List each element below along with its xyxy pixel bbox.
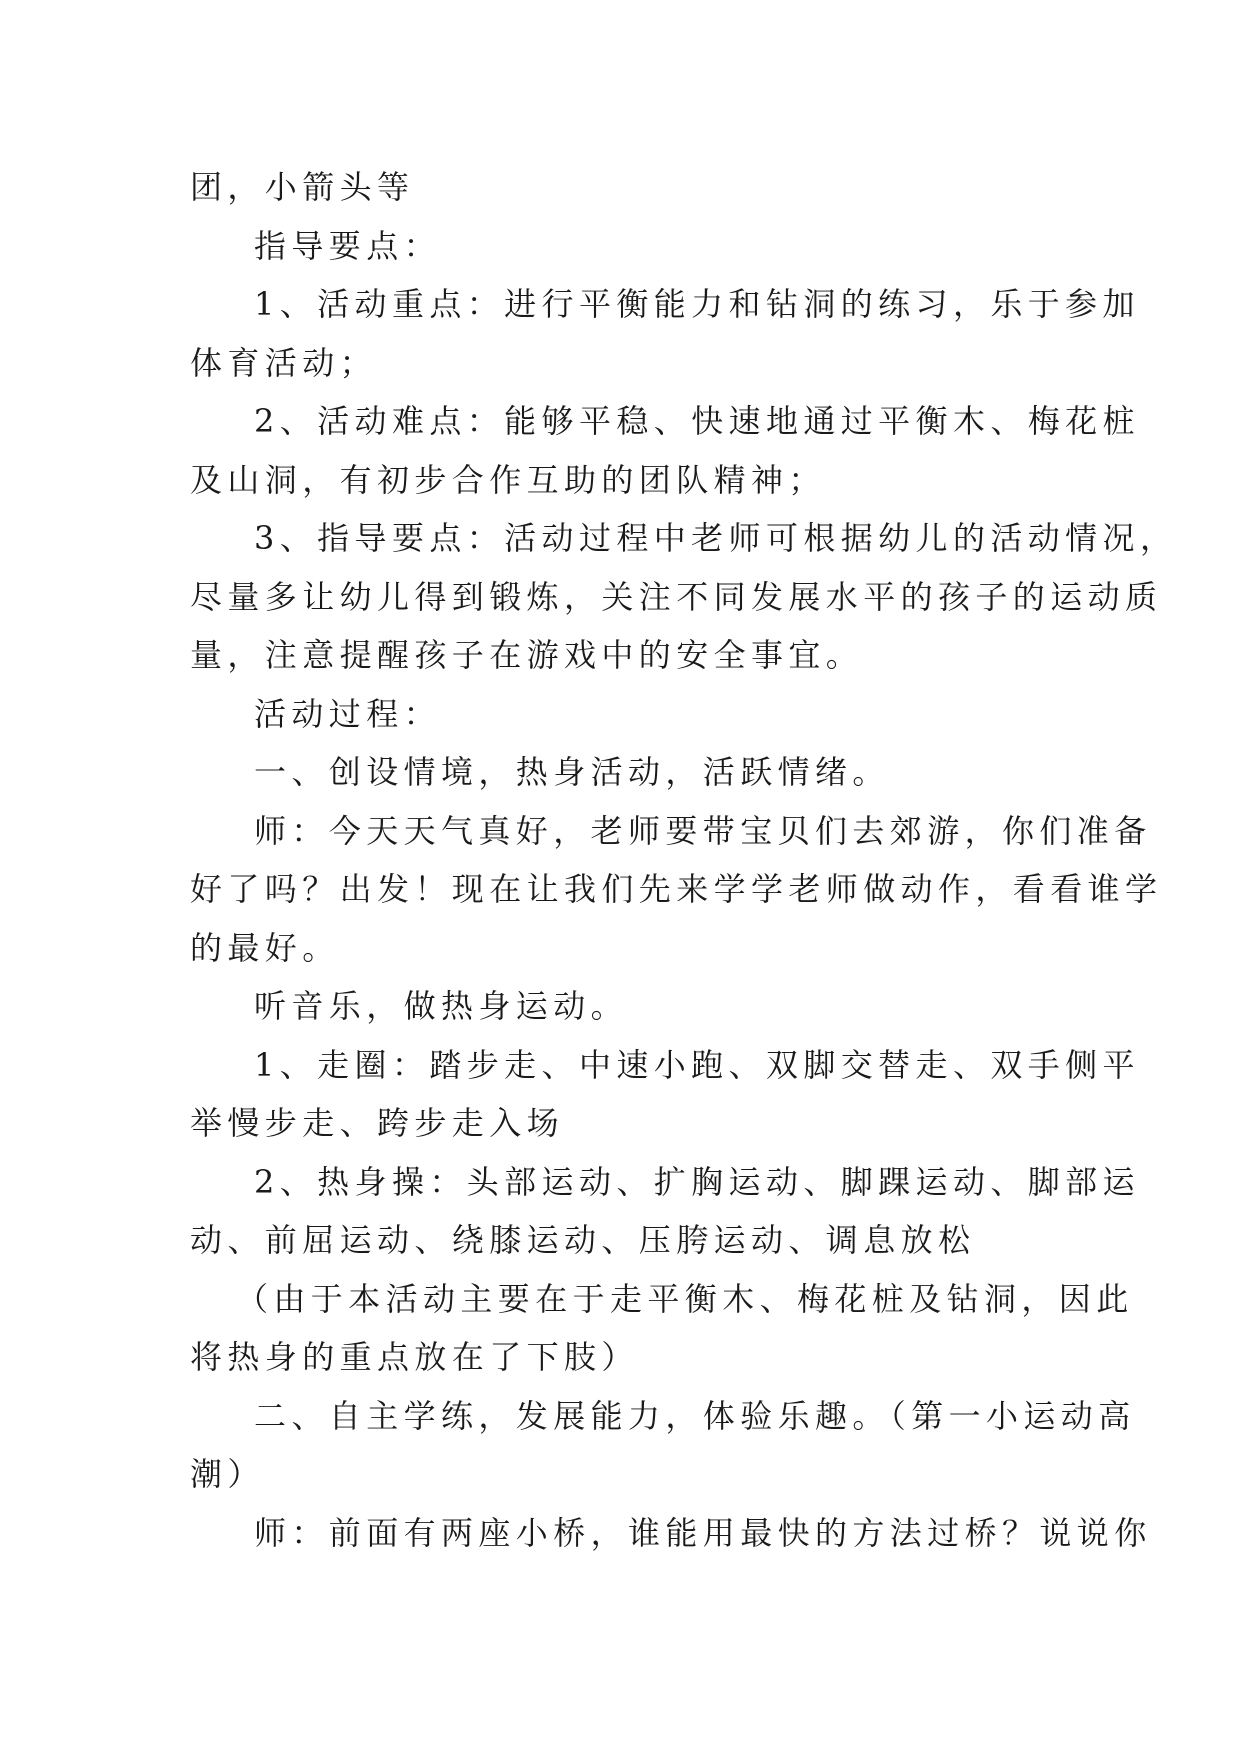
text-line: 1、走圈：踏步走、中速小跑、双脚交替走、双手侧平	[254, 1045, 1140, 1084]
text-line: 师：前面有两座小桥，谁能用最快的方法过桥？说说你	[254, 1513, 1152, 1552]
text-line: 听音乐，做热身运动。	[254, 987, 629, 1025]
text-line: （由于本活动主要在于走平衡木、梅花桩及钻洞，因此	[236, 1279, 1134, 1318]
text-line: 将热身的重点放在了下肢）	[190, 1338, 639, 1376]
text-line: 好了吗？出发！现在让我们先来学学老师做动作，看看谁学	[190, 870, 1163, 908]
text-line: 一、创设情境，热身活动，活跃情绪。	[254, 753, 890, 791]
text-line: 指导要点：	[254, 226, 442, 265]
text-line: 师：今天天气真好，老师要带宝贝们去郊游，你们准备	[254, 811, 1152, 850]
text-line: 尽量多让幼儿得到锻炼，关注不同发展水平的孩子的运动质	[190, 577, 1163, 616]
document-body	[190, 158, 1178, 1562]
text-line: 举慢步走、跨步走入场	[190, 1104, 565, 1142]
text-line: 的最好。	[190, 928, 340, 967]
text-line: 3、指导要点：活动过程中老师可根据幼儿的活动情况，	[254, 519, 1178, 557]
text-line: 动、前屈运动、绕膝运动、压胯运动、调息放松	[190, 1221, 976, 1259]
text-line: 及山洞，有初步合作互助的团队精神；	[190, 460, 826, 499]
text-line: 量，注意提醒孩子在游戏中的安全事宜。	[190, 636, 864, 674]
text-line: 团，小箭头等	[190, 168, 415, 206]
text-line: 二、自主学练，发展能力，体验乐趣。（第一小运动高	[254, 1396, 1136, 1435]
text-line: 体育活动；	[190, 343, 378, 382]
text-line: 2、活动难点：能够平稳、快速地通过平衡木、梅花桩	[254, 402, 1140, 440]
text-line: 潮）	[190, 1455, 265, 1493]
text-line: 活动过程：	[254, 694, 442, 733]
text-line: 1、活动重点：进行平衡能力和钻洞的练习，乐于参加	[254, 285, 1140, 323]
text-line: 2、热身操：头部运动、扩胸运动、脚踝运动、脚部运	[254, 1162, 1140, 1201]
